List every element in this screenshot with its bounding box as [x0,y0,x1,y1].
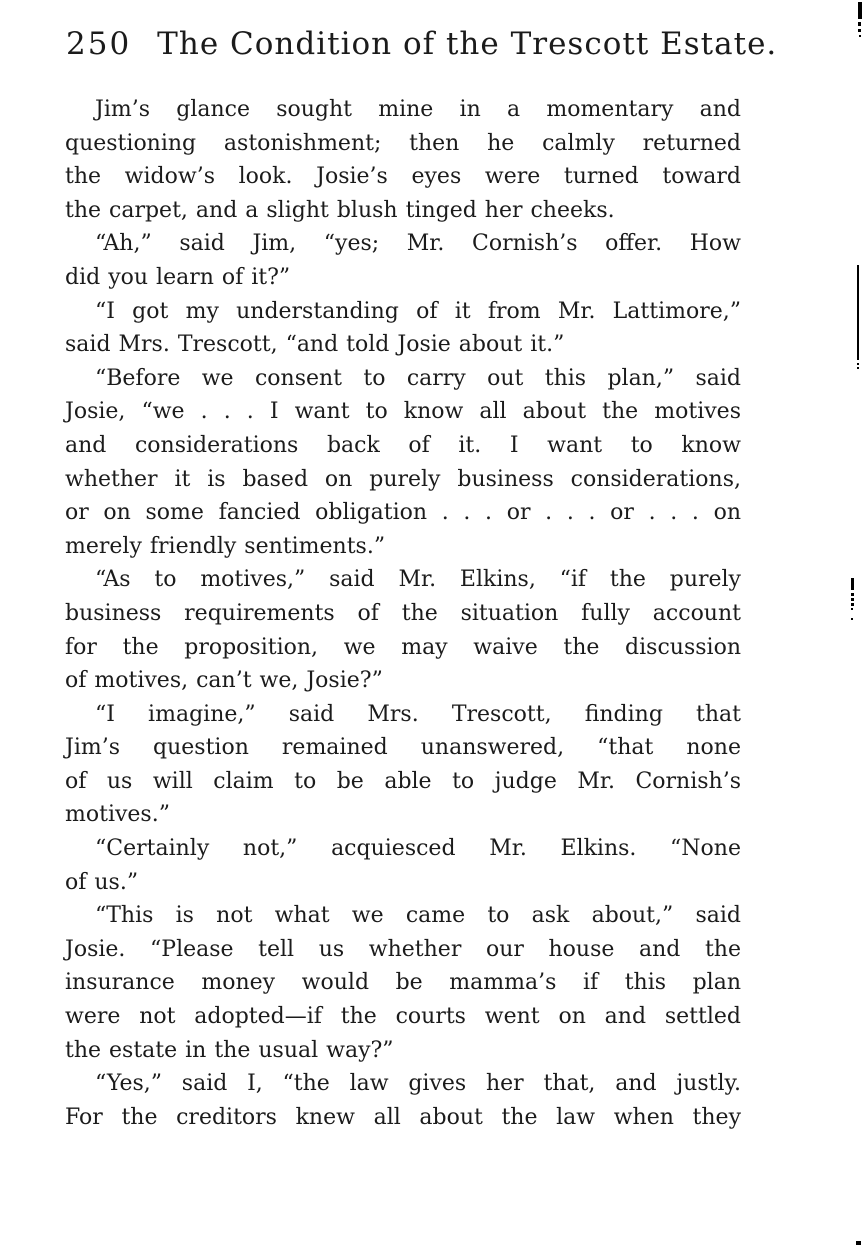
text-line: “Yes,” said I, “the law gives her that, and justly. [95,1071,741,1097]
text-line: questioning astonishment; then he calmly returned [65,130,741,156]
running-head [66,26,796,62]
text-line: “This is not what we came to ask about,” said [95,903,741,929]
text-line: Jim’s question remained unanswered, “that none [65,735,741,761]
text-line: or on some fancied obligation . . . or . . . or . . . on [65,500,741,526]
body-text [65,93,741,1134]
text-line: “Ah,” said Jim, “yes; Mr. Cornish’s offer. How [95,231,741,257]
text-line: of us will claim to be able to judge Mr. Cornish’s [65,768,741,794]
scan-artifact-low-dot [851,618,853,620]
scan-artifact-corner [856,1241,861,1245]
text-line: For the creditors knew all about the law when they [65,1104,741,1130]
text-line: motives.” [65,802,170,828]
scan-artifact-top-dash [859,35,861,37]
text-line: and considerations back of it. I want to know [65,432,741,458]
text-line: merely friendly sentiments.” [65,533,386,559]
text-line: “Certainly not,” acquiesced Mr. Elkins. “None [95,836,741,862]
scan-artifact-low-dash [851,593,854,596]
text-line: the carpet, and a slight blush tinged her cheeks. [65,197,615,223]
text-line: for the proposition, we may waive the discussion [65,634,741,660]
page-number: 250 [66,26,132,62]
text-line: “Before we consent to carry out this plan,” said [95,365,741,391]
text-line: business requirements of the situation fully account [65,600,741,626]
text-line: Jim’s glance sought mine in a momentary and [95,97,741,122]
text-line: Josie. “Please tell us whether our house and the [65,936,741,962]
text-line: the widow’s look. Josie’s eyes were turned toward [65,164,741,190]
scan-artifact-top-bar [858,2,862,19]
scan-artifact-mid-line [857,265,859,360]
text-line: “As to motives,” said Mr. Elkins, “if the purely [95,567,741,593]
text-line: said Mrs. Trescott, “and told Josie about it.” [65,332,565,358]
page-title: The Condition of the Trescott Estate. [157,26,778,62]
scan-artifact-low-bar [851,578,854,590]
text-line: Josie, “we . . . I want to know all about the motives [65,399,741,425]
text-line: were not adopted—if the courts went on and settled [65,1004,741,1030]
text-line: whether it is based on purely business considerations, [65,466,741,492]
text-line: of us.” [65,869,139,895]
text-line: of motives, can’t we, Josie?” [65,668,383,694]
scan-artifact-top-dash [858,22,861,26]
scan-artifact-mid-dot [857,367,859,369]
scan-artifact-low-dash [851,603,854,606]
scan-artifact-mid-dot [857,363,859,365]
scan-artifact-low-dash [851,608,853,610]
scan-artifact-top-dash [858,29,861,32]
text-line: the estate in the usual way?” [65,1037,394,1063]
text-line: did you learn of it?” [65,264,291,290]
scan-artifact-low-dash [851,598,854,601]
text-line: insurance money would be mamma’s if this plan [65,970,741,996]
text-line: “I got my understanding of it from Mr. Lattimore,” [95,298,741,324]
text-line: “I imagine,” said Mrs. Trescott, finding that [95,701,741,727]
